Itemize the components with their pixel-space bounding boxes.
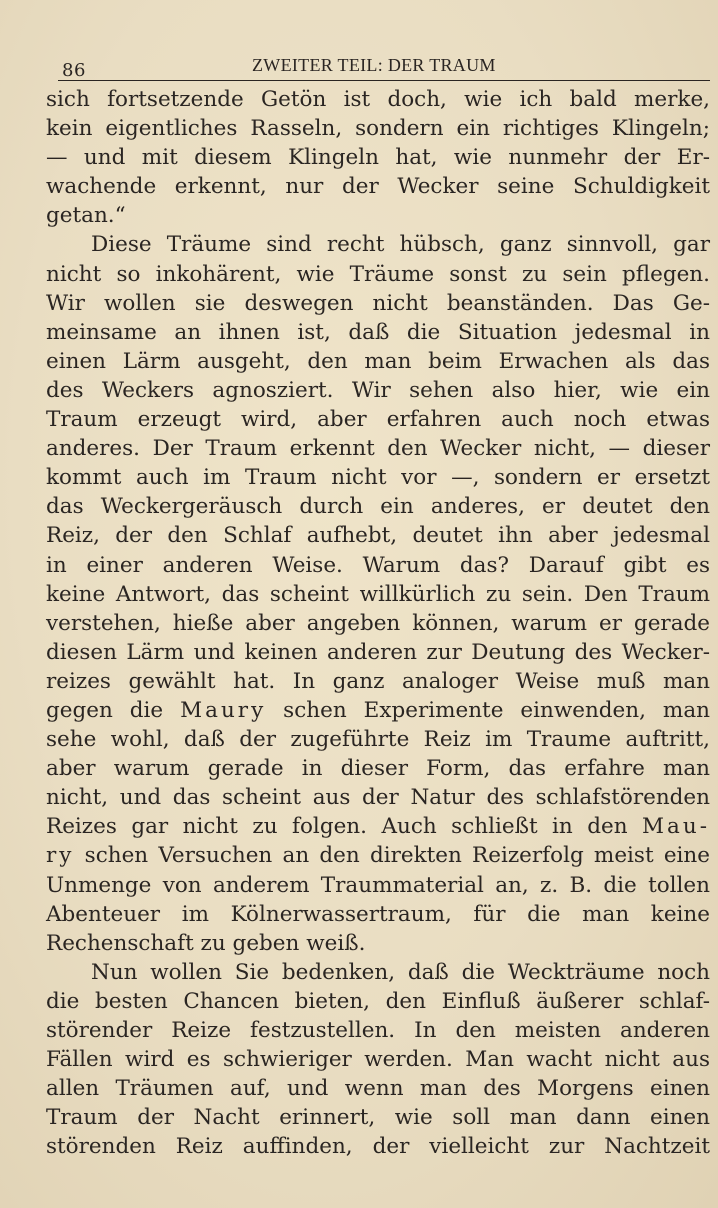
text-line: keine Antwort, das scheint willkürlich zu sein. Den Traum — [46, 581, 710, 607]
text-line: aber warum gerade in dieser Form, das erfahre man — [46, 756, 710, 782]
text-line: einen Lärm ausgeht, den man beim Erwachen als das — [46, 348, 710, 374]
text-line: nicht so inkohärent, wie Träume sonst zu sein pflegen. — [46, 261, 710, 287]
text-line: Traum erzeugt wird, aber erfahren auch noch etwas — [46, 407, 710, 433]
page-number: 86 — [62, 60, 86, 81]
text-line: — und mit diesem Klingeln hat, wie nunmehr der Er- — [46, 145, 710, 171]
text-line: Traum der Nacht erinnert, wie soll man dann einen — [46, 1105, 710, 1131]
text-line: kommt auch im Traum nicht vor —, sondern er ersetzt — [46, 465, 710, 491]
spaced-name: ry — [46, 843, 75, 869]
running-head: ZWEITER TEIL: DER TRAUM — [252, 55, 496, 75]
text-line: verstehen, hieße aber angeben können, warum er gerade — [46, 610, 710, 636]
text-line: Nun wollen Sie bedenken, daß die Weckträume noch — [91, 959, 710, 985]
text-line: Diese Träume sind recht hübsch, ganz sinnvoll, gar — [91, 232, 710, 258]
text-line: störenden Reiz auffinden, der vielleicht zur Nachtzeit — [46, 1134, 710, 1160]
page-header — [56, 52, 711, 80]
text-line: gegen die Maury schen Experimente einwenden, man — [46, 697, 710, 723]
text-line: Rechenschaft zu geben weiß. — [46, 930, 366, 956]
text-line: des Weckers agnosziert. Wir sehen also hier, wie ein — [46, 377, 710, 403]
text-line: wachende erkennt, nur der Wecker seine Schuldigkeit — [46, 174, 710, 200]
text-line: getan.“ — [46, 203, 126, 229]
spaced-name: Mau- — [642, 814, 710, 840]
text-line: anderes. Der Traum erkennt den Wecker nicht, — dieser — [46, 436, 710, 462]
text-line: reizes gewählt hat. In ganz analoger Weise muß man — [46, 668, 710, 694]
text-line: meinsame an ihnen ist, daß die Situation jedesmal in — [46, 319, 710, 345]
text-line: in einer anderen Weise. Warum das? Darauf gibt es — [46, 552, 710, 578]
text-line: Wir wollen sie deswegen nicht beanständen. Das Ge- — [46, 290, 710, 316]
text-line: allen Träumen auf, und wenn man des Morgens einen — [46, 1076, 710, 1102]
text-line: störender Reize festzustellen. In den meisten anderen — [46, 1018, 710, 1043]
text-line: Reiz, der den Schlaf aufhebt, deutet ihn aber jedesmal — [46, 523, 710, 549]
text-line: sich fortsetzende Getön ist doch, wie ich bald merke, — [46, 87, 710, 112]
text-line: Abenteuer im Kölnerwassertraum, für die man keine — [46, 901, 710, 927]
text-line: die besten Chancen bieten, den Einfluß äußerer schlaf- — [46, 988, 710, 1014]
spaced-name: Maury — [180, 697, 267, 723]
text-line: nicht, und das scheint aus der Natur des schlafstörenden — [46, 785, 710, 811]
text-line: das Weckergeräusch durch ein anderes, er deutet den — [46, 494, 710, 520]
text-line: diesen Lärm und keinen anderen zur Deutung des Wecker- — [46, 639, 710, 665]
text-line: Fällen wird es schwieriger werden. Man wacht nicht aus — [46, 1047, 710, 1073]
text-line: Reizes gar nicht zu folgen. Auch schließt in den Mau- — [46, 814, 710, 840]
text-line: ry schen Versuchen an den direkten Reizerfolg meist eine — [46, 843, 710, 869]
text-line: sehe wohl, daß der zugeführte Reiz im Traume auftritt, — [46, 727, 710, 753]
text-line: Unmenge von anderem Traummaterial an, z. B. die tollen — [46, 872, 710, 898]
body-text — [46, 85, 710, 1161]
text-line: kein eigentliches Rasseln, sondern ein richtiges Klingeln; — [46, 116, 710, 142]
header-rule — [58, 80, 710, 81]
